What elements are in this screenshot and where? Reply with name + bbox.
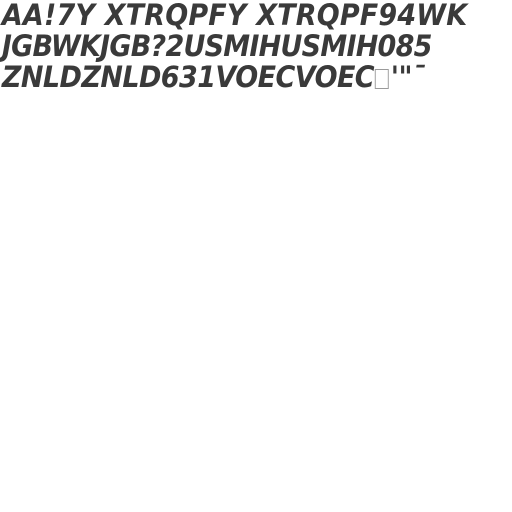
- font-specimen: [0, 0, 512, 93]
- specimen-line-3-tail: '"¯: [390, 62, 425, 93]
- missing-glyph-box: [375, 69, 389, 89]
- specimen-line-3: [0, 62, 476, 93]
- specimen-line-1: AA!7Y XTRQPFY XTRQPF94WK: [1, 0, 468, 31]
- specimen-line-3-text: ZNLDZNLD631VOECVOEC: [1, 62, 375, 93]
- specimen-line-2: JGBWKJGB?2USMIHUSMIH085: [1, 31, 432, 62]
